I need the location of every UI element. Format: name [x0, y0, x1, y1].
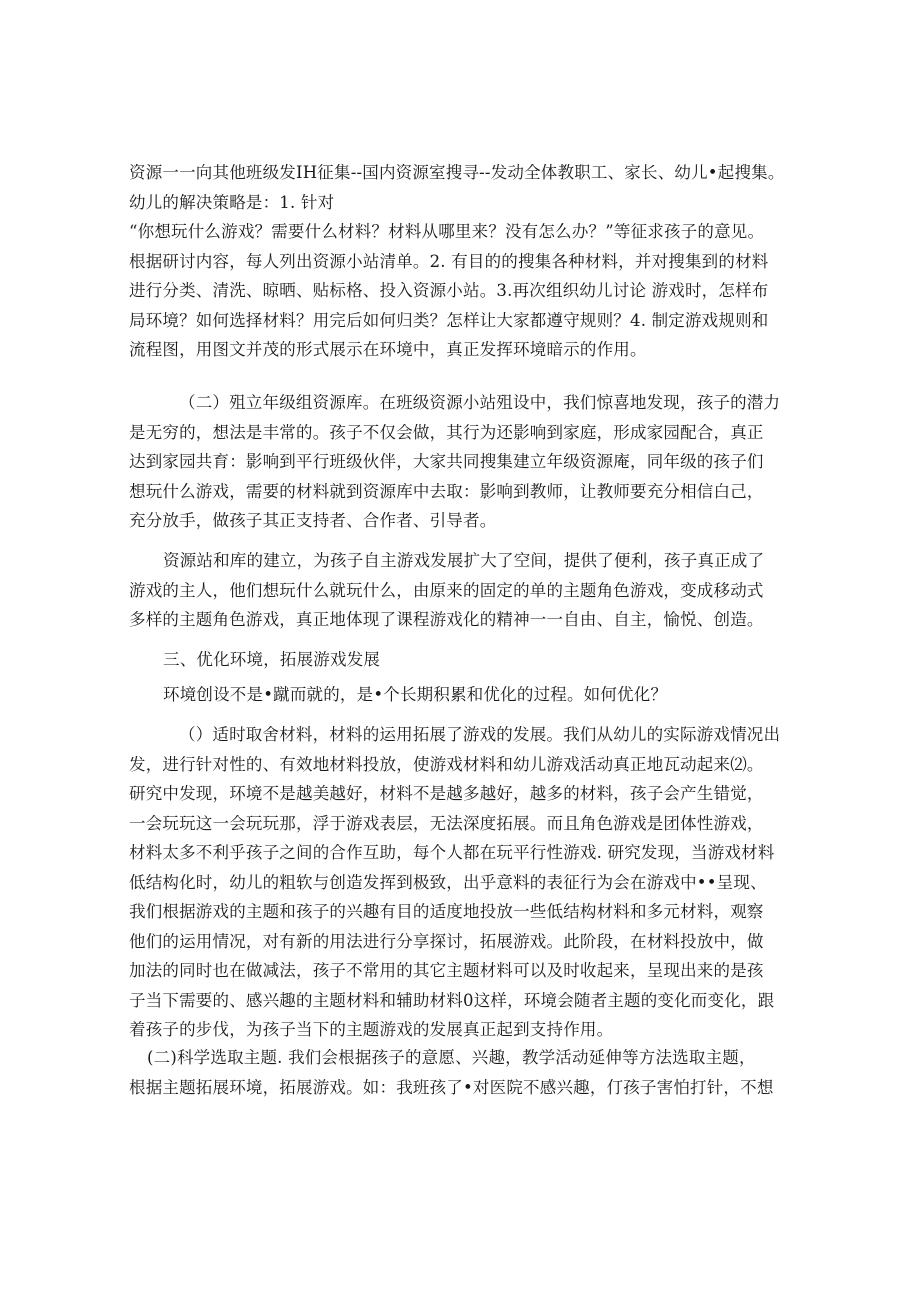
text-line: 研究中发现，环境不是越美越好，材料不是越多越好，越多的材料，孩子会产生错觉，	[129, 784, 764, 803]
text-line: 多样的主题角色游戏，真正地体现了课程游戏化的精神一一自由、自主，愉悦、创造。	[129, 610, 764, 629]
paragraph-grade-resource-library	[129, 388, 791, 536]
text-line: 进行分类、清洗、晾晒、贴标格、投入资源小站。3.再次组织幼儿讨论 游戏时，怎样布	[129, 281, 769, 300]
text-line: 资源站和库的建立，为孩子自主游戏发展扩大了空间，提供了便利，孩子真正成了	[163, 551, 765, 570]
text-line: 发，进行针对性的、有效地材料投放，使游戏材料和幼儿游戏活动真正地瓦动起来⑵。	[129, 754, 764, 774]
text-line: 幼儿的解决策略是：1. 针对	[129, 192, 335, 212]
text-line: 着孩子的步伐，为孩子当下的主题游戏的发展真正起到支持作用。	[129, 1020, 614, 1039]
text-line: 一会玩玩这一会玩玩那，浮于游戏表层，无法深度拓展。而且角色游戏是团体性游戏，	[129, 813, 764, 833]
text-line: 子当下需要的、感兴趣的主题材料和辅助材料0这样，环境会随者主题的变化而变化，跟	[129, 990, 775, 1010]
text-line: 达到家园共育：影响到平行班级伙伴，大家共同搜集建立年级资源庵，同年级的孩子们	[129, 452, 764, 471]
paragraph-theme-selection	[129, 1043, 791, 1102]
paragraph-material-selection	[129, 720, 791, 1045]
text-line: 局环境？如何选择材料？用完后如何归类？怎样让大家都遵守规则？4. 制定游戏规则和	[129, 310, 769, 330]
paragraph-resource-station-summary	[129, 546, 791, 635]
text-line: 资源一一向其他班级发IH征集--国内资源室搜寻--发动全体教职工、家长、幼儿•起搜集。	[129, 163, 785, 182]
text-line: 游戏的主人，他们想玩什么就玩什么，由原来的固定的单的主题角色游戏，变成移动式	[129, 580, 764, 600]
paragraph-environment-intro	[129, 680, 791, 710]
text-line: 流程图，用图文并茂的形式展示在环境中，真正发挥环境暗示的作用。	[129, 340, 647, 359]
text-line: 他们的运用情况，对有新的用法进行分享探讨，拓展游戏。此阶段，在材料投放中，做	[129, 931, 764, 951]
text-line: 加法的同时也在做减法，孩子不常用的其它主题材料可以及时收起来，呈现出来的是孩	[129, 961, 764, 980]
text-line: 低结构化时，幼儿的粗软与创造发挥到极致，出乎意料的表征行为会在游戏中••呈现、	[129, 872, 767, 892]
text-line: 环境创设不是•蹴而就的，是•个长期积累和优化的过程。如何优化？	[163, 685, 668, 704]
text-line: (二)科学选取主题. 我们会根据孩子的意愿、兴趣，教学活动延伸等方法选取主题，	[147, 1048, 756, 1067]
paragraph-resource-strategy	[129, 158, 791, 365]
heading-text: 三、优化环境，拓展游戏发展	[163, 650, 381, 669]
text-line: 我们根据游戏的主题和孩子的兴趣有目的适度地投放一些低结构材料和多元材料，观察	[129, 902, 764, 921]
text-line: 根据主题拓展环境，拓展游戏。如：我班孩了•对医院不感兴趣，仃孩子害怕打针，不想	[129, 1077, 774, 1097]
text-line: 根据研讨内容，每人列出资源小站清单。2. 有目的的搜集各种材料，并对搜集到的材料	[129, 251, 769, 271]
text-line: （）适时取舍材料，材料的运用拓展了游戏的发展。我们从幼儿的实际游戏情况出	[179, 725, 781, 744]
text-line: 是无穷的，想法是丰常的。孩子不仅会做，其行为还影响到家庭，形成家园配合，真正	[129, 422, 764, 442]
text-line: 充分放手，做孩子其正支持者、合作者、引导者。	[129, 511, 497, 530]
text-line: （二）殂立年级组资源库。在班级资源小站殂设中，我们惊喜地发现，孩子的潜力	[179, 393, 781, 412]
text-line: “你想玩什么游戏？需要什么材料？材料从哪里来？没有怎么办？”等征求孩子的意见。	[129, 222, 765, 241]
text-line: 想玩什么游戏，需要的材料就到资源库中去取：影响到教师，让教师要充分相信白己，	[129, 481, 764, 501]
text-line: 材料太多不利乎孩子之间的合作互助，每个人都在玩平行性游戏. 研究发现，当游戏材料	[129, 843, 775, 862]
section-heading	[129, 645, 791, 675]
